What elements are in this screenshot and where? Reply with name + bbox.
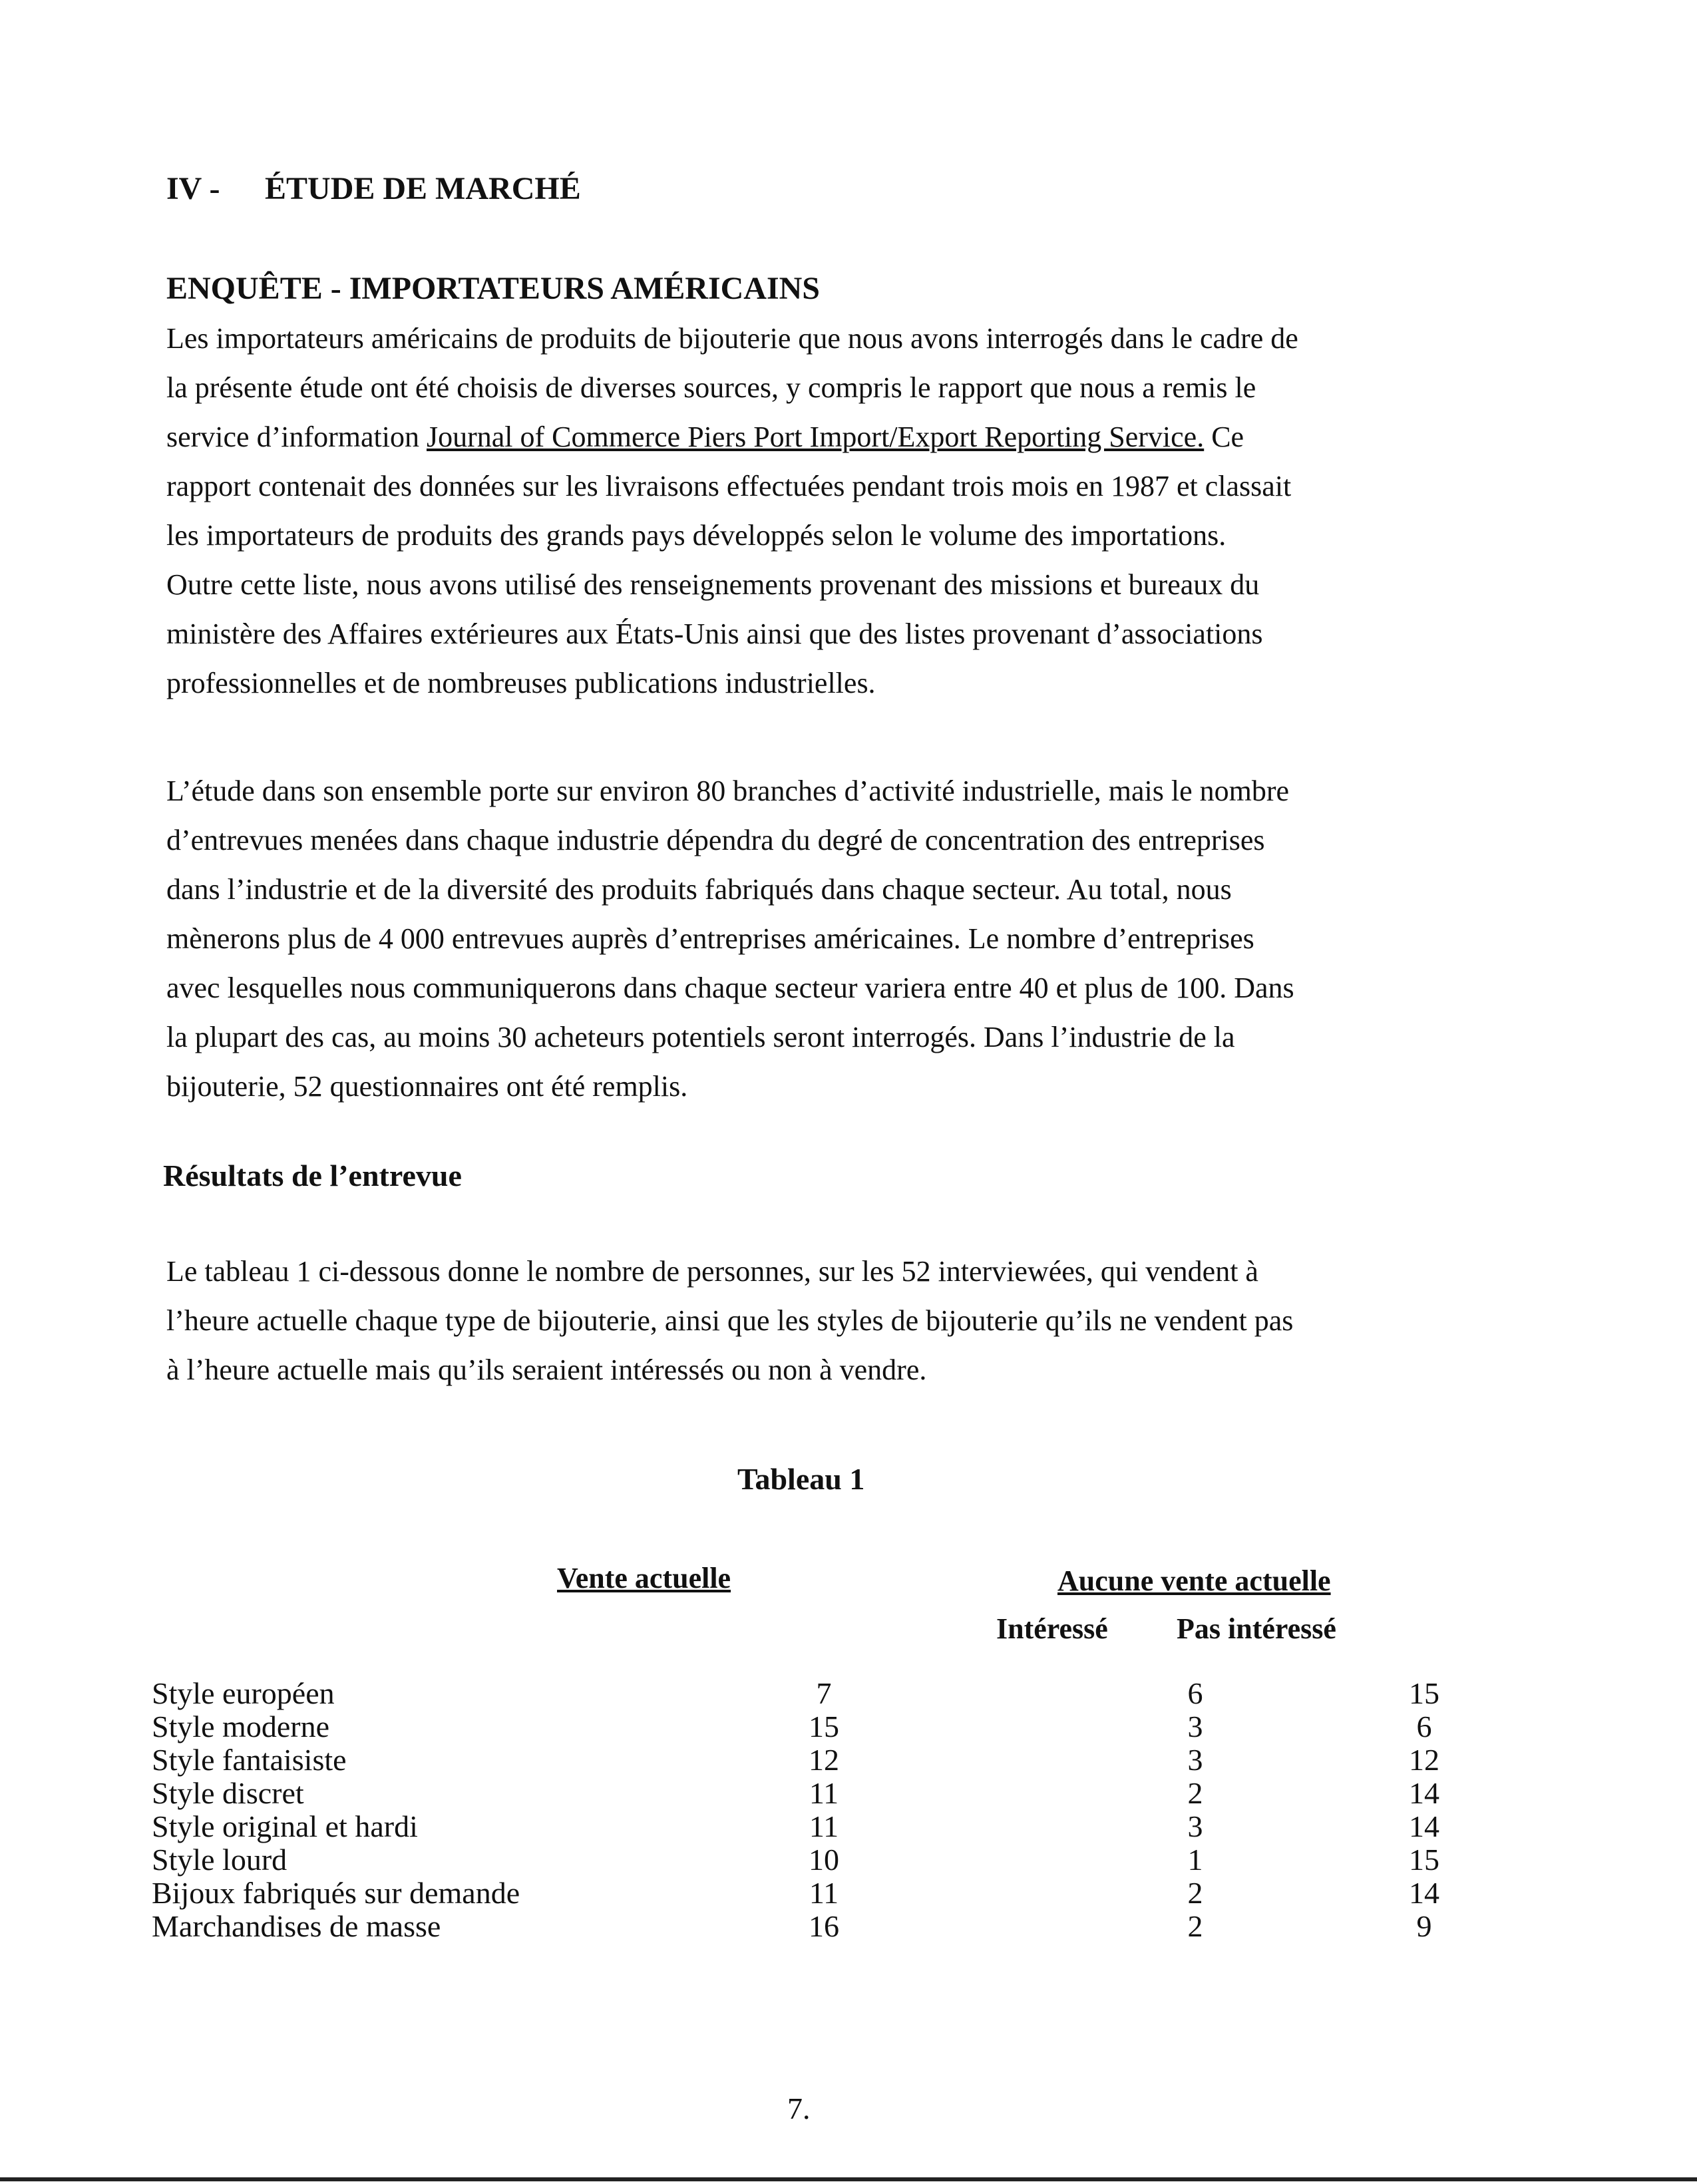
cell-current: 15 — [809, 1710, 839, 1743]
table-row — [152, 1809, 1439, 1843]
paragraph-line: la présente étude ont été choisis de diverses sources, y compris le rapport que nous a remis le — [166, 371, 1256, 404]
paragraph-line: l’heure actuelle chaque type de bijouterie, ainsi que les styles de bijouterie qu’ils ne vendent pas — [166, 1304, 1294, 1337]
subheading: ENQUÊTE - IMPORTATEURS AMÉRICAINS — [166, 271, 820, 306]
row-label: Style original et hardi — [152, 1809, 418, 1843]
column-header-current-sale: Vente actuelle — [557, 1562, 731, 1594]
text-span: Ce — [1204, 421, 1244, 453]
table-row — [152, 1909, 1432, 1943]
cell-not-interested: 15 — [1409, 1676, 1439, 1710]
cell-interested: 2 — [1187, 1876, 1203, 1910]
paragraph-line: à l’heure actuelle mais qu’ils seraient intéressés ou non à vendre. — [166, 1354, 927, 1386]
paragraph-study-scope — [166, 767, 1524, 1111]
cell-not-interested: 14 — [1409, 1809, 1439, 1843]
jewelry-table — [152, 1676, 1439, 1943]
cell-not-interested: 14 — [1409, 1776, 1439, 1810]
paragraph-line: les importateurs de produits des grands pays développés selon le volume des importations. — [166, 519, 1226, 552]
paragraph-line: Le tableau 1 ci-dessous donne le nombre de personnes, sur les 52 interviewées, qui vendent à — [166, 1255, 1258, 1288]
cell-interested: 2 — [1187, 1909, 1203, 1943]
paragraph-line: avec lesquelles nous communiquerons dans chaque secteur variera entre 40 et plus de 100. Dans — [166, 972, 1294, 1004]
cell-interested: 3 — [1187, 1809, 1203, 1843]
paragraph-line: professionnelles et de nombreuses publications industrielles. — [166, 667, 876, 699]
row-label: Marchandises de masse — [152, 1909, 441, 1943]
paragraph-line: dans l’industrie et de la diversité des produits fabriqués dans chaque secteur. Au total, nous — [166, 873, 1232, 906]
results-heading: Résultats de l’entrevue — [163, 1159, 462, 1192]
paragraph-line: bijouterie, 52 questionnaires ont été remplis. — [166, 1070, 688, 1103]
paragraph-line: rapport contenait des données sur les livraisons effectuées pendant trois mois en 1987 et classait — [166, 470, 1292, 502]
text-span: service d’information — [166, 421, 427, 453]
row-label: Style moderne — [152, 1710, 329, 1743]
cell-not-interested: 9 — [1416, 1909, 1432, 1943]
cell-not-interested: 6 — [1416, 1710, 1432, 1743]
paragraph-line: Les importateurs américains de produits de bijouterie que nous avons interrogés dans le cadre de — [166, 322, 1298, 355]
paragraph-line: la plupart des cas, au moins 30 acheteurs potentiels seront interrogés. Dans l’industrie de la — [166, 1021, 1235, 1053]
section-title: ÉTUDE DE MARCHÉ — [265, 171, 581, 206]
page-bottom-edge — [0, 2177, 1697, 2181]
paragraph-line — [166, 413, 1524, 462]
paragraph-line: d’entrevues menées dans chaque industrie dépendra du degré de concentration des entreprises — [166, 824, 1265, 856]
cell-not-interested: 15 — [1409, 1843, 1439, 1877]
cell-current: 7 — [816, 1676, 832, 1710]
table-title: Tableau 1 — [737, 1462, 865, 1496]
row-label: Style discret — [152, 1776, 304, 1810]
paragraph-line: mènerons plus de 4 000 entrevues auprès d’entreprises américaines. Le nombre d’entreprises — [166, 922, 1254, 955]
paragraph-line: L’étude dans son ensemble porte sur environ 80 branches d’activité industrielle, mais le nombre — [166, 775, 1290, 807]
table-row — [152, 1710, 1432, 1743]
cell-not-interested: 14 — [1409, 1876, 1439, 1910]
cell-interested: 6 — [1187, 1676, 1203, 1710]
cell-current: 16 — [809, 1909, 839, 1943]
cell-interested: 1 — [1187, 1843, 1203, 1877]
cell-current: 11 — [809, 1809, 839, 1843]
cell-interested: 3 — [1187, 1743, 1203, 1777]
table-row — [152, 1776, 1439, 1810]
row-label: Bijoux fabriqués sur demande — [152, 1876, 520, 1910]
cell-current: 12 — [809, 1743, 839, 1777]
paragraph-table-intro — [166, 1247, 1524, 1395]
table-row — [152, 1843, 1439, 1877]
paragraph-importers — [166, 314, 1524, 708]
table-row — [152, 1743, 1439, 1777]
page-number: 7. — [787, 2092, 811, 2125]
table-row — [152, 1676, 1439, 1710]
paragraph-line: ministère des Affaires extérieures aux États-Unis ainsi que des listes provenant d’associations — [166, 618, 1263, 650]
cell-not-interested: 12 — [1409, 1743, 1439, 1777]
cell-interested: 2 — [1187, 1776, 1203, 1810]
table-row — [152, 1876, 1439, 1910]
cell-current: 10 — [809, 1843, 839, 1877]
column-header-interested: Intéressé — [996, 1612, 1108, 1645]
row-label: Style fantaisiste — [152, 1743, 347, 1777]
row-label: Style lourd — [152, 1843, 287, 1877]
paragraph-line: Outre cette liste, nous avons utilisé des renseignements provenant des missions et bureaux du — [166, 568, 1260, 601]
section-number: IV - — [166, 171, 220, 206]
column-header-no-current-sale: Aucune vente actuelle — [1057, 1564, 1331, 1597]
column-header-not-interested: Pas intéressé — [1177, 1612, 1336, 1645]
row-label: Style européen — [152, 1676, 335, 1710]
cell-current: 11 — [809, 1776, 839, 1810]
cell-current: 11 — [809, 1876, 839, 1910]
journal-title: Journal of Commerce Piers Port Import/Export Reporting Service. — [426, 421, 1205, 453]
cell-interested: 3 — [1187, 1710, 1203, 1743]
